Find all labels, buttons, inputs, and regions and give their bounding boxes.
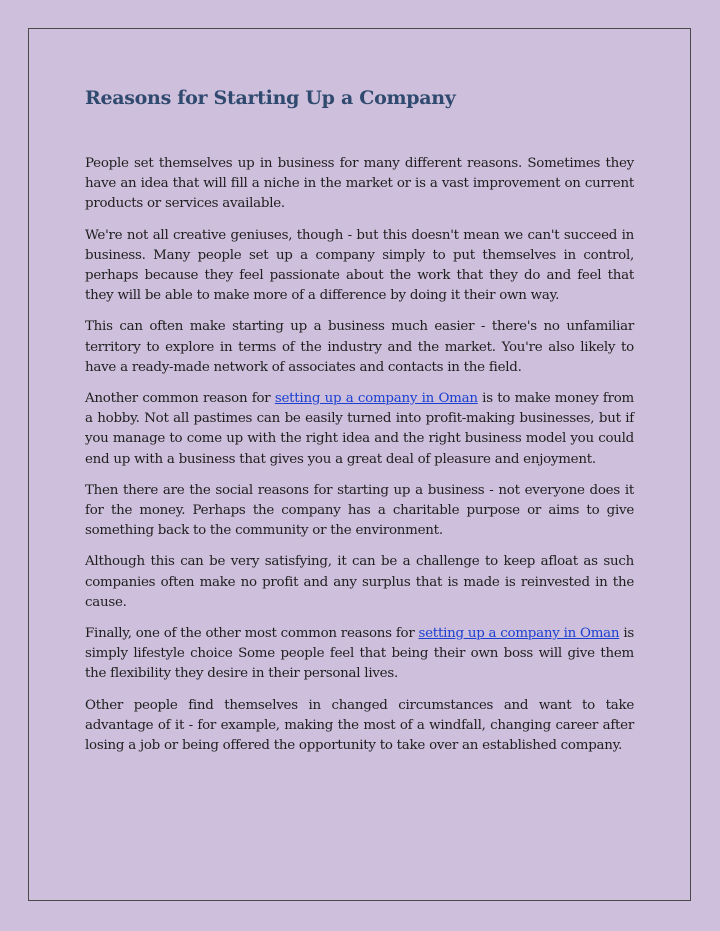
paragraph-6: Although this can be very satisfying, it can be a challenge to keep afloat as such companies often make no profit and any surplus that is made is reinvested in the cause. bbox=[85, 554, 634, 610]
paragraph-5: Then there are the social reasons for starting up a business - not everyone does it for the money. Perhaps the company has a charitable purpose or aims to give something back to the community or the environment. bbox=[85, 482, 634, 539]
paragraph-7 bbox=[85, 624, 634, 685]
paragraph-1: People set themselves up in business for many different reasons. Sometimes they have an idea that will fill a niche in the market or is a vast improvement on current products or services available. bbox=[85, 156, 634, 212]
paragraph-8: Other people find themselves in changed circumstances and want to take advantage of it - for example, making the most of a windfall, changing career after losing a job or being offered the opportunity to take over an established company. bbox=[85, 697, 634, 754]
paragraph-4 bbox=[85, 389, 634, 470]
paragraph-4-text-before: Another common reason for bbox=[85, 391, 275, 407]
document-title: Reasons for Starting Up a Company bbox=[85, 87, 456, 109]
company-setup-oman-link-2[interactable]: setting up a company in Oman bbox=[418, 626, 620, 642]
company-setup-oman-link[interactable]: setting up a company in Oman bbox=[274, 391, 478, 407]
paragraph-7-text-after: is simply lifestyle choice Some people feel that being their own boss will give them the flexibility they desire in their personal lives. bbox=[85, 626, 634, 682]
paragraph-7-text-before: Finally, one of the other most common reasons for bbox=[85, 626, 419, 642]
document-body bbox=[85, 84, 634, 767]
paragraph-2: We're not all creative geniuses, though - but this doesn't mean we can't succeed in business. Many people set up a company simply to put themselves in control, perhaps because they feel passionate about the work that they do and feel that they will be able to make more of a difference by doing it their own way. bbox=[85, 227, 634, 304]
paragraph-3: This can often make starting up a business much easier - there's no unfamiliar territory to explore in terms of the industry and the market. You're also likely to have a ready-made network of associates and contacts in the field. bbox=[85, 319, 634, 375]
paragraph-4-text-after: is to make money from a hobby. Not all pastimes can be easily turned into profit-making businesses, but if you manage to come up with the right idea and the right business model you could end up with a business that gives you a great deal of pleasure and enjoyment. bbox=[85, 391, 634, 467]
